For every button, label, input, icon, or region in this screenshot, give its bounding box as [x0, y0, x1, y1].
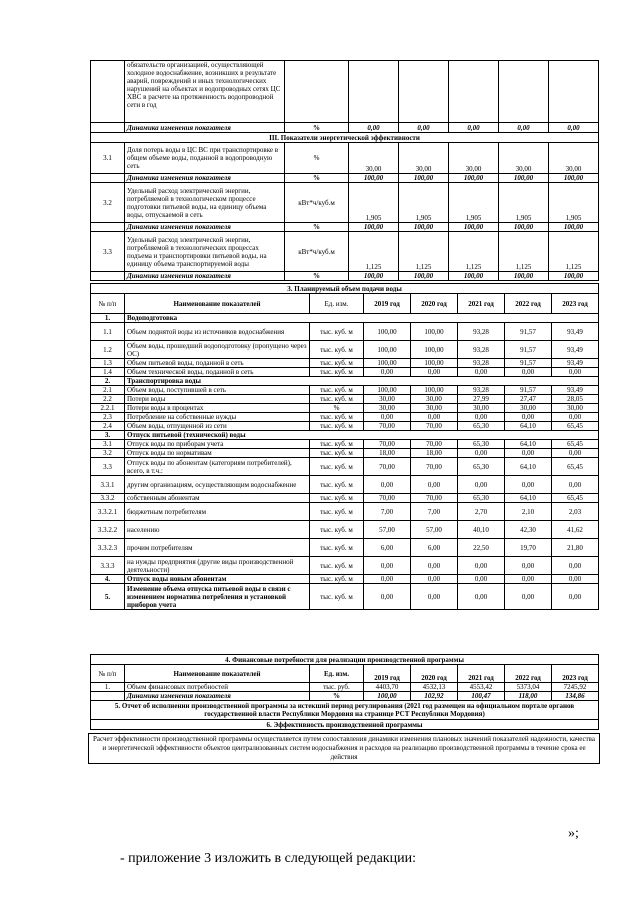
row-number: 3.2 [91, 183, 125, 223]
value: 0,00 [411, 413, 458, 422]
value: 0,00 [552, 557, 599, 575]
value: 57,00 [364, 521, 411, 539]
row-number: 4. [91, 575, 125, 584]
value: 65,30 [458, 458, 505, 476]
value: 6,00 [364, 539, 411, 557]
value: 7,00 [364, 503, 411, 521]
value: 91,57 [505, 359, 552, 368]
row-number: 3.1 [91, 440, 125, 449]
unit: тыс. куб. м [310, 395, 364, 404]
group-number: 3. [91, 431, 125, 440]
header-unit: Ед. изм. [310, 665, 364, 683]
value: 93,49 [552, 323, 599, 341]
row-number: 1.1 [91, 323, 125, 341]
row-number: 5. [91, 584, 125, 610]
unit: тыс. куб. м [310, 449, 364, 458]
value: 0,00 [552, 413, 599, 422]
dynamics-value: 100,00 [399, 174, 449, 183]
value: 0,00 [458, 413, 505, 422]
section-title: 3. Планируемый объем подачи воды [91, 284, 599, 294]
value: 28,05 [552, 395, 599, 404]
dynamics-value: 100,00 [499, 174, 549, 183]
value: 1,125 [399, 232, 449, 272]
dynamics-unit: % [285, 174, 349, 183]
indicator-name: Удельный расход электрической энергии, потребляемой в технологических процессах подъема и транспортировки питьевой воды, на единицу объема транспортируемой воды [125, 232, 285, 272]
dynamics-value: 0,00 [349, 123, 399, 133]
table-row [91, 395, 599, 404]
value: 100,00 [411, 323, 458, 341]
indicator-name: Объем финансовых потребностей [125, 683, 310, 692]
value: 65,30 [458, 422, 505, 431]
value: 19,70 [505, 539, 552, 557]
dynamics-value: 118,00 [505, 692, 552, 701]
table-row [91, 314, 599, 323]
value: 30,00 [552, 404, 599, 413]
value: 70,00 [411, 494, 458, 503]
header-num: № п/п [91, 294, 125, 314]
value: 0,00 [411, 476, 458, 494]
dynamics-label: Динамика изменения показателя [125, 272, 285, 281]
value: 1,125 [499, 232, 549, 272]
row-number: 3.3.2.3 [91, 539, 125, 557]
table-row [91, 539, 599, 557]
value: 65,45 [552, 422, 599, 431]
indicator-name: Отпуск воды по нормативам [125, 449, 310, 458]
dynamics-label: Динамика изменения показателя [125, 174, 285, 183]
value: 21,80 [552, 539, 599, 557]
unit: тыс. куб. м [310, 386, 364, 395]
financial-table [90, 654, 599, 730]
value: 30,00 [499, 143, 549, 174]
section-title: 6. Эффективность производственной программы [91, 720, 599, 730]
row-number: 3.3.2 [91, 494, 125, 503]
indicator-name: Объем технической воды, поданной в сеть [125, 368, 310, 377]
dynamics-value: 100,00 [449, 223, 499, 232]
value: 64,10 [505, 494, 552, 503]
unit: тыс. руб. [310, 683, 364, 692]
unit: тыс. куб. м [310, 539, 364, 557]
header-name: Наименование показателей [125, 665, 310, 683]
dynamics-value: 100,00 [399, 272, 449, 281]
value: 18,00 [364, 449, 411, 458]
value: 100,00 [364, 341, 411, 359]
amendment-text: - приложение 3 изложить в следующей редакции: [120, 851, 416, 866]
unit: тыс. куб. м [310, 440, 364, 449]
value: 70,00 [364, 422, 411, 431]
value: 30,00 [458, 404, 505, 413]
value: 30,00 [411, 404, 458, 413]
dynamics-label: Динамика изменения показателя [125, 692, 310, 701]
value: 2,70 [458, 503, 505, 521]
dynamics-label: Динамика изменения показателя [125, 123, 285, 133]
section-title: 4. Финансовые потребности для реализации производственной программы [91, 655, 599, 665]
header-year: 2019 год [364, 665, 411, 683]
header-year: 2021 год [458, 665, 505, 683]
value: 27,99 [458, 395, 505, 404]
quote-close: »; [568, 826, 579, 841]
value: 0,00 [458, 449, 505, 458]
value: 91,57 [505, 386, 552, 395]
value: 0,00 [411, 557, 458, 575]
value: 65,45 [552, 440, 599, 449]
header-num: № п/п [91, 665, 125, 683]
row-number: 1.2 [91, 341, 125, 359]
table-row [91, 476, 599, 494]
table-row [91, 458, 599, 476]
value: 7,00 [411, 503, 458, 521]
indicator-name: Отпуск воды по приборам учета [125, 440, 310, 449]
indicator-name: Изменение объема отпуска питьевой воды в связи с изменением норматива потребления и установкой приборов учета [125, 584, 310, 610]
dynamics-value: 100,00 [349, 272, 399, 281]
value: 0,00 [364, 368, 411, 377]
dynamics-unit: % [285, 272, 349, 281]
table-row [91, 557, 599, 575]
row-number: 3.1 [91, 143, 125, 174]
table-row [91, 368, 599, 377]
table-row [91, 431, 599, 440]
value: 93,28 [458, 341, 505, 359]
unit: тыс. куб. м [310, 494, 364, 503]
row-number: 2.2.1 [91, 404, 125, 413]
value: 1,905 [449, 183, 499, 223]
value: 40,10 [458, 521, 505, 539]
value: 0,00 [458, 584, 505, 610]
value: 0,00 [505, 575, 552, 584]
value: 100,00 [364, 359, 411, 368]
row-number: 2.2 [91, 395, 125, 404]
dynamics-value: 0,00 [449, 123, 499, 133]
dynamics-value: 100,00 [499, 223, 549, 232]
value: 0,00 [552, 476, 599, 494]
section-title: III. Показатели энергетической эффективности [91, 133, 599, 143]
row-number: 3.3.2.1 [91, 503, 125, 521]
dynamics-value: 0,00 [399, 123, 449, 133]
table-row [91, 377, 599, 386]
value: 100,00 [364, 386, 411, 395]
table-row [91, 440, 599, 449]
dynamics-value: 100,00 [549, 272, 599, 281]
value: 0,00 [364, 584, 411, 610]
value: 1,125 [349, 232, 399, 272]
value: 65,30 [458, 494, 505, 503]
value: 0,00 [364, 575, 411, 584]
row-number: 3.3.1 [91, 476, 125, 494]
header-year: 2020 год [411, 665, 458, 683]
unit: тыс. куб. м [310, 521, 364, 539]
table-row [91, 575, 599, 584]
value: 93,49 [552, 359, 599, 368]
header-year: 2022 год [505, 294, 552, 314]
value: 70,00 [364, 458, 411, 476]
dynamics-value: 100,00 [399, 223, 449, 232]
unit: тыс. куб. м [310, 503, 364, 521]
value: 1,905 [399, 183, 449, 223]
value: 64,10 [505, 440, 552, 449]
value: 0,00 [411, 575, 458, 584]
value: 41,62 [552, 521, 599, 539]
value: 0,00 [505, 413, 552, 422]
unit: кВт*ч/куб.м [285, 232, 349, 272]
indicator-name: Отпуск воды новым абонентам [125, 575, 310, 584]
value: 4553,42 [458, 683, 505, 692]
value: 100,00 [411, 386, 458, 395]
value: 2,10 [505, 503, 552, 521]
unit: кВт*ч/куб.м [285, 183, 349, 223]
table-row [91, 521, 599, 539]
indicator-name: населению [125, 521, 310, 539]
value: 65,30 [458, 440, 505, 449]
indicator-name: бюджетным потребителям [125, 503, 310, 521]
unit: тыс. куб. м [310, 368, 364, 377]
value: 1,125 [449, 232, 499, 272]
indicator-name: Объем питьевой воды, поданной в сеть [125, 359, 310, 368]
value: 64,10 [505, 422, 552, 431]
value: 2,03 [552, 503, 599, 521]
indicator-name: Объем воды, поступившей в сеть [125, 386, 310, 395]
table-row [91, 494, 599, 503]
value: 0,00 [505, 368, 552, 377]
value: 0,00 [505, 476, 552, 494]
dynamics-value: 100,00 [549, 174, 599, 183]
unit: тыс. куб. м [310, 557, 364, 575]
value: 0,00 [552, 449, 599, 458]
dynamics-value: 100,47 [458, 692, 505, 701]
value: 93,49 [552, 386, 599, 395]
row-number: 3.3.2.2 [91, 521, 125, 539]
value: 0,00 [411, 368, 458, 377]
indicator-name: Удельный расход электрической энергии, потребляемой в технологическом процессе подготовки питьевой воды, на единицу объема воды, отпускаемой в сеть [125, 183, 285, 223]
table-row [91, 359, 599, 368]
indicator-name: собственным абонентам [125, 494, 310, 503]
efficiency-text-table [88, 733, 600, 764]
value: 64,10 [505, 458, 552, 476]
value: 4532,13 [411, 683, 458, 692]
group-number: 2. [91, 377, 125, 386]
value: 70,00 [411, 440, 458, 449]
dynamics-value: 100,00 [449, 272, 499, 281]
value: 57,00 [411, 521, 458, 539]
value: 0,00 [458, 557, 505, 575]
indicators-table [90, 60, 599, 281]
indicator-name: другим организациям, осуществляющим водоснабжение [125, 476, 310, 494]
row-number: 2.3 [91, 413, 125, 422]
indicator-name: Объем воды, прошедший водоподготовку (пропущено через ОС) [125, 341, 310, 359]
dynamics-value: 102,92 [411, 692, 458, 701]
dynamics-value: 0,00 [499, 123, 549, 133]
value: 100,00 [411, 341, 458, 359]
value: 6,00 [411, 539, 458, 557]
value: 100,00 [364, 323, 411, 341]
value: 1,905 [499, 183, 549, 223]
header-year: 2021 год [458, 294, 505, 314]
group-title: Отпуск питьевой (технической) воды [125, 431, 599, 440]
unit: тыс. куб. м [310, 341, 364, 359]
value: 0,00 [364, 413, 411, 422]
dynamics-unit: % [285, 123, 349, 133]
dynamics-value: 100,00 [449, 174, 499, 183]
water-supply-table [90, 283, 599, 610]
value: 70,00 [364, 440, 411, 449]
value: 70,00 [364, 494, 411, 503]
indicator-name: Доля потерь воды в ЦС ВС при транспортировке в общем объеме воды, поданной в водопроводную сеть [125, 143, 285, 174]
value: 65,45 [552, 458, 599, 476]
table-row [91, 386, 599, 395]
value: 30,00 [364, 395, 411, 404]
row-number: 1.4 [91, 368, 125, 377]
group-title: Транспортировка воды [125, 377, 599, 386]
unit: тыс. куб. м [310, 575, 364, 584]
table-row [91, 404, 599, 413]
value: 0,00 [458, 476, 505, 494]
row-number: 3.2 [91, 449, 125, 458]
header-name: Наименование показателей [125, 294, 310, 314]
value: 0,00 [411, 584, 458, 610]
dynamics-value: 134,86 [552, 692, 599, 701]
indicator-name: обязательств организацией, осуществляющей холодное водоснабжение, возникших в результате аварий, повреждений и иных технологических нарушений на объектах и водопроводных сетях ЦС ХВС в расчете на протяженность водопроводной сети в год [125, 61, 285, 123]
header-year: 2023 год [552, 665, 599, 683]
dynamics-value: 0,00 [549, 123, 599, 133]
row-number: 2.1 [91, 386, 125, 395]
value: 0,00 [505, 557, 552, 575]
table-row [91, 422, 599, 431]
value: 30,00 [449, 143, 499, 174]
indicator-name: на нужды предприятия (другие виды производственной деятельности) [125, 557, 310, 575]
group-title: Водоподготовка [125, 314, 599, 323]
unit: % [310, 404, 364, 413]
value: 0,00 [552, 368, 599, 377]
unit: тыс. куб. м [310, 413, 364, 422]
header-unit: Ед. изм. [310, 294, 364, 314]
row-number: 1.3 [91, 359, 125, 368]
header-year: 2019 год [364, 294, 411, 314]
value: 0,00 [505, 584, 552, 610]
indicator-name: Объем поднятой воды из источников водоснабжения [125, 323, 310, 341]
unit: тыс. куб. м [310, 323, 364, 341]
value: 100,00 [411, 359, 458, 368]
table-row [91, 323, 599, 341]
value: 65,45 [552, 494, 599, 503]
value: 1,905 [549, 183, 599, 223]
unit: тыс. куб. м [310, 584, 364, 610]
dynamics-value: 100,00 [364, 692, 411, 701]
value: 0,00 [552, 575, 599, 584]
header-year: 2022 год [505, 665, 552, 683]
dynamics-unit: % [310, 692, 364, 701]
indicator-name: Объем воды, отпущенной из сети [125, 422, 310, 431]
value: 30,00 [399, 143, 449, 174]
indicator-name: Потери воды в процентах [125, 404, 310, 413]
value: 70,00 [411, 422, 458, 431]
row-number: 2.4 [91, 422, 125, 431]
group-number: 1. [91, 314, 125, 323]
dynamics-value: 100,00 [549, 223, 599, 232]
value: 0,00 [364, 476, 411, 494]
value: 27,47 [505, 395, 552, 404]
value: 30,00 [364, 404, 411, 413]
table-row [91, 449, 599, 458]
value: 0,00 [552, 584, 599, 610]
value: 42,30 [505, 521, 552, 539]
value: 1,905 [349, 183, 399, 223]
unit: тыс. куб. м [310, 458, 364, 476]
dynamics-value: 100,00 [349, 174, 399, 183]
dynamics-label: Динамика изменения показателя [125, 223, 285, 232]
value: 0,00 [458, 368, 505, 377]
value: 93,49 [552, 341, 599, 359]
table-row [91, 341, 599, 359]
table-row [91, 503, 599, 521]
value: 30,00 [549, 143, 599, 174]
value: 30,00 [505, 404, 552, 413]
value: 91,57 [505, 323, 552, 341]
table-row [91, 584, 599, 610]
header-year: 2023 год [552, 294, 599, 314]
value: 0,00 [505, 449, 552, 458]
row-number: 1. [91, 683, 125, 692]
header-year: 2020 год [411, 294, 458, 314]
value: 18,00 [411, 449, 458, 458]
value: 70,00 [411, 458, 458, 476]
value: 7245,92 [552, 683, 599, 692]
unit: тыс. куб. м [310, 422, 364, 431]
value: 0,00 [458, 575, 505, 584]
value: 93,28 [458, 323, 505, 341]
value: 91,57 [505, 341, 552, 359]
value: 22,50 [458, 539, 505, 557]
row-number: 3.3 [91, 232, 125, 272]
efficiency-text: Расчет эффективности производственной программы осуществляется путем сопоставления динамики изменения плановых значений показателей надежности, качества и энергетической эффективности объектов централизованных систем водоснабжения и расходов на реализацию производственной программы в течение срока ее действия [89, 734, 600, 764]
dynamics-value: 100,00 [349, 223, 399, 232]
dynamics-value: 100,00 [499, 272, 549, 281]
value: 5373,04 [505, 683, 552, 692]
value: 93,28 [458, 386, 505, 395]
dynamics-unit: % [285, 223, 349, 232]
unit: тыс. куб. м [310, 359, 364, 368]
report-section-title: 5. Отчет об исполнении производственной программы за истекший период регулирования (2021 год размещен на официальном портале органов государственной власти Республики Мордовия на странице РСТ Республики Мордовия) [91, 701, 599, 720]
indicator-name: Потребление на собственные нужды [125, 413, 310, 422]
value: 1,125 [549, 232, 599, 272]
indicator-name: Потери воды [125, 395, 310, 404]
value: 30,00 [349, 143, 399, 174]
row-number: 3.3 [91, 458, 125, 476]
table-row [91, 413, 599, 422]
unit: % [285, 143, 349, 174]
value: 93,28 [458, 359, 505, 368]
row-number: 3.3.3 [91, 557, 125, 575]
value: 0,00 [364, 557, 411, 575]
value: 30,00 [411, 395, 458, 404]
indicator-name: Отпуск воды по абонентам (категориям потребителей), всего, в т.ч.: [125, 458, 310, 476]
value: 4403,70 [364, 683, 411, 692]
unit: тыс. куб. м [310, 476, 364, 494]
indicator-name: прочим потребителям [125, 539, 310, 557]
